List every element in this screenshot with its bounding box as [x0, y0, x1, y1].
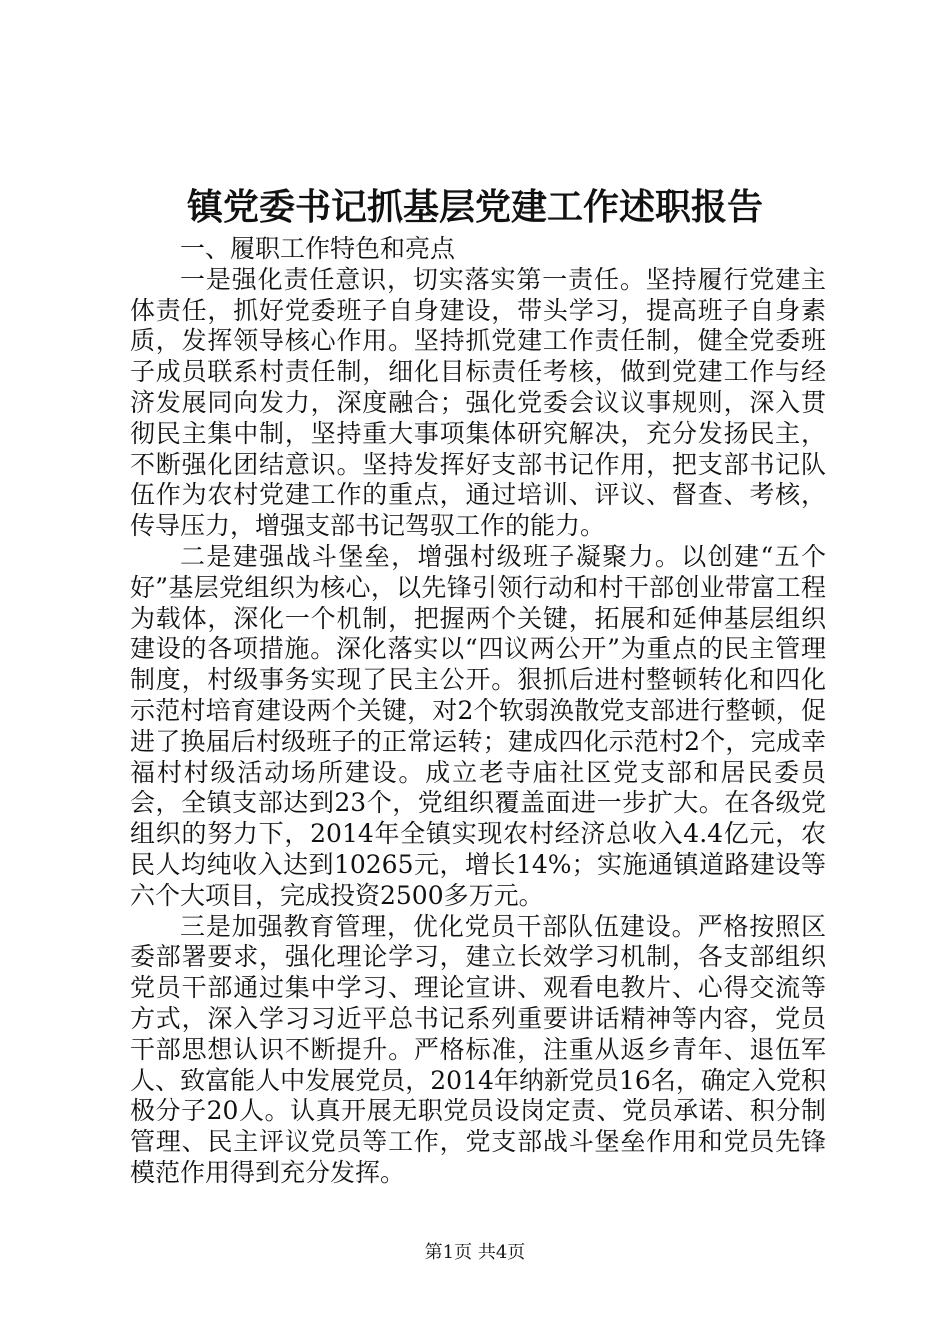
paragraph-fortress: 二是建强战斗堡垒，增强村级班子凝聚力。以创建“五个好”基层党组织为核心，以先锋引领行动和村干部创业带富工程为载体，深化一个机制，把握两个关键，拓展和延伸基层组织建设的各项措施。深化落实以“四议两公开”为重点的民主管理制度，村级事务实现了民主公开。狠抓后进村整顿转化和四化示范村培育建设两个关键，对2个软弱涣散党支部进行整顿，促进了换届后村级班子的正常运转；建成四化示范村2个，完成幸福村村级活动场所建设。成立老寺庙社区党支部和居民委员会，全镇支部达到23个，党组织覆盖面进一步扩大。在各级党组织的努力下，2014年全镇实现农村经济总收入4.4亿元，农民人均纯收入达到10265元，增长14%；实施通镇道路建设等六个大项目，完成投资2500多万元。: [130, 541, 826, 910]
paragraph-responsibility: 一是强化责任意识，切实落实第一责任。坚持履行党建主体责任，抓好党委班子自身建设，带头学习，提高班子自身素质，发挥领导核心作用。坚持抓党建工作责任制，健全党委班子成员联系村责任制，细化目标责任考核，做到党建工作与经济发展同向发力，深度融合；强化党委会议议事规则，深入贯彻民主集中制，坚持重大事项集体研究解决，充分发扬民主，不断强化团结意识。坚持发挥好支部书记作用，把支部书记队伍作为农村党建工作的重点，通过培训、评议、督查、考核，传导压力，增强支部书记驾驭工作的能力。: [130, 264, 826, 541]
section-heading: 一、履职工作特色和亮点: [180, 234, 456, 263]
document-title: 镇党委书记抓基层党建工作述职报告: [186, 186, 763, 228]
document-body: [130, 234, 826, 1189]
paragraph-education: 三是加强教育管理，优化党员干部队伍建设。严格按照区委部署要求，强化理论学习，建立长效学习机制，各支部组织党员干部通过集中学习、理论宣讲、观看电教片、心得交流等方式，深入学习习近平总书记系列重要讲话精神等内容，党员干部思想认识不断提升。严格标准，注重从返乡青年、退伍军人、致富能人中发展党员，2014年纳新党员16名，确定入党积极分子20人。认真开展无职党员设岗定责、党员承诺、积分制管理、民主评议党员等工作，党支部战斗堡垒作用和党员先锋模范作用得到充分发挥。: [130, 911, 826, 1187]
page-number-footer: 第1页 共4页: [424, 1242, 526, 1263]
